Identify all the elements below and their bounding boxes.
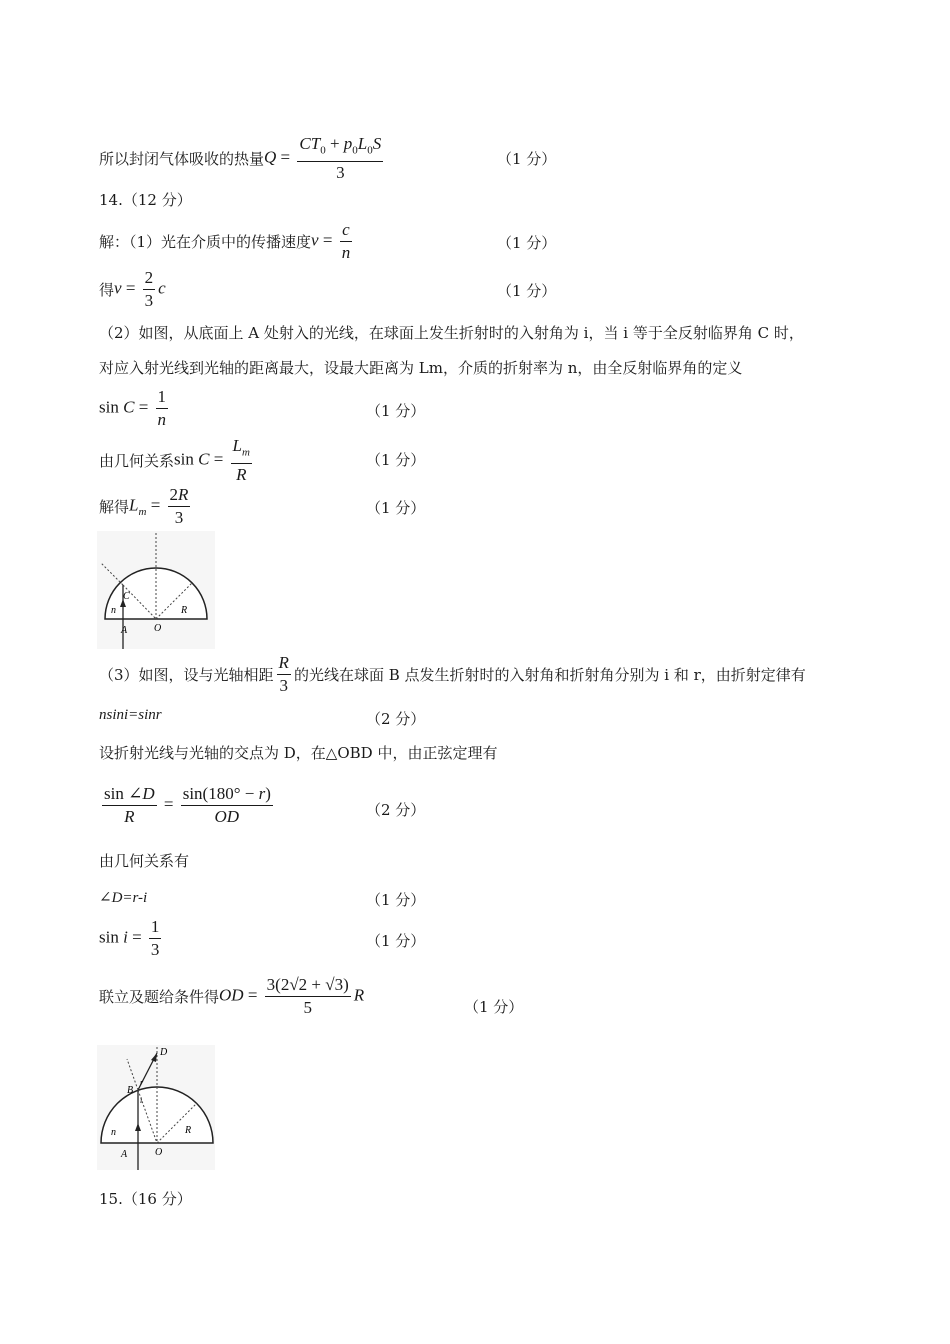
q14-header: 14.（12 分） [99,191,192,209]
q14-p1-result-line [99,268,166,311]
q14-p3-angle: ∠D=r-i [99,890,148,906]
q14-p2-eq2-prefix: 由几何关系 [99,451,175,470]
q14-p2-eq3-formula: $L_m$ = $\frac{2R}{3}$ [129,485,189,527]
q14-p2-eq1-formula: sin C = $\frac{1}{n}$ [99,387,167,429]
q14-p3-sine-formula: $\frac{\sin \angle D}{R}$ = $\frac{\sin(180^\circ - r)}{OD}$ [104,784,271,826]
q14-p3-sini-formula: sin i = $\frac{1}{3}$ [99,917,160,959]
q14-p3-angle-score: （1 分） [366,891,426,909]
fig1-label-o: O [154,623,162,634]
q13-heat-formula: Q = $\frac{CT_0 + p_0L_0S}{3}$ [264,134,382,183]
figure-2-hemisphere [97,1045,215,1170]
q14-p3-sini [99,917,164,960]
fig2-label-d: D [160,1047,168,1058]
fig2-label-b: B [127,1085,134,1096]
q14-p2-eq1 [99,387,171,430]
q13-heat-score: （1 分） [497,150,557,168]
q14-p1-line [99,220,355,263]
fig2-label-n: n [111,1127,116,1138]
fig2-label-angle-r: r [140,1078,144,1087]
q14-p3-line1-a: （3）如图，设与光轴相距 [99,665,274,684]
q14-p1-score: （1 分） [497,234,557,252]
q14-p1-formula: v = $\frac{c}{n}$ [311,220,351,262]
fig2-label-r: R [185,1125,192,1136]
q14-p3-snell: nsini=sinr [99,707,162,723]
q14-p3-final-formula: OD = $\frac{3(2√2 + √3)}{5}$ R [219,975,365,1017]
q14-p2-eq3-score: （1 分） [366,499,426,517]
q13-heat-line [99,134,386,183]
q14-p3-line1-b: 的光线在球面 B 点发生折射时的入射角和折射角分别为 i 和 r，由折射定律有 [293,665,806,684]
q14-p2-eq2 [99,436,255,485]
q14-p1-intro: 解：（1）光在介质中的传播速度 [99,232,312,251]
q14-p2-line1: （2）如图，从底面上 A 处射入的光线，在球面上发生折射时的入射角为 i，当 i 等于全反射临界角 C 时， [99,324,804,342]
q14-p3-sine-law [99,784,276,827]
fig2-label-o: O [155,1147,163,1158]
figure-1-hemisphere [97,531,215,649]
fig1-label-a: A [121,625,128,636]
q14-p1-result-score: （1 分） [497,282,557,300]
fig1-label-n: n [111,605,116,616]
fig1-label-c: C [123,591,130,602]
q13-heat-text: 所以封闭气体吸收的热量 [99,149,265,168]
q14-p2-eq3 [99,485,193,528]
q14-p3-line2: 设折射光线与光轴的交点为 D，在△OBD 中，由正弦定理有 [99,744,498,762]
q14-p2-eq1-score: （1 分） [366,402,426,420]
q14-p3-sine-score: （2 分） [366,801,426,819]
q14-p3-final-score: （1 分） [464,998,524,1016]
q14-p3-line1 [99,653,806,696]
q14-p3-final [99,975,364,1018]
q14-p3-line1-formula: $\frac{R}{3}$ [278,653,289,695]
q14-p2-eq2-formula: sin C = $\frac{L_m}{R}$ [174,436,250,485]
q14-p3-geom: 由几何关系有 [99,852,190,870]
fig2-label-angle-i: i [140,1096,143,1105]
q14-p2-eq2-score: （1 分） [366,451,426,469]
q14-p3-snell-score: （2 分） [366,710,426,728]
fig2-label-a: A [121,1149,128,1160]
q14-p2-line2: 对应入射光线到光轴的距离最大，设最大距离为 Lm，介质的折射率为 n，由全反射临界角的定义 [99,359,743,377]
q14-p1-result-prefix: 得 [99,280,115,299]
fig1-label-r: R [181,605,188,616]
q14-p1-result-formula: v = $\frac{2}{3}$ c [114,268,166,310]
q14-p3-sini-score: （1 分） [366,932,426,950]
q15-header: 15.（16 分） [99,1190,192,1208]
q14-p2-eq3-prefix: 解得 [99,497,130,516]
q14-p3-final-prefix: 联立及题给条件得 [99,987,220,1006]
